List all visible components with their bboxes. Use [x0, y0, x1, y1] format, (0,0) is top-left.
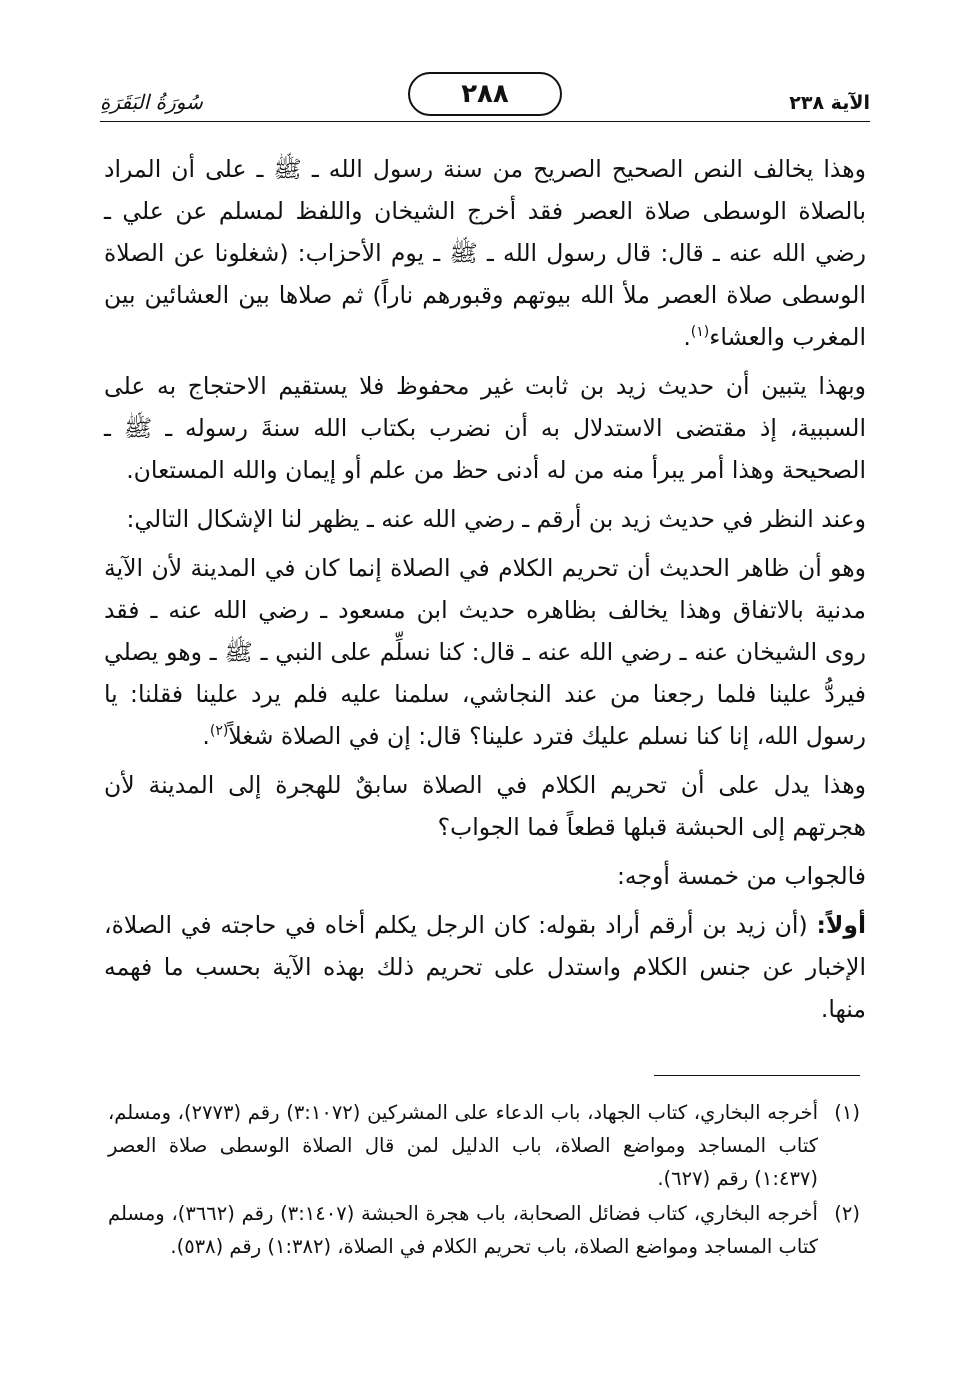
footnote-number: (٢): [834, 1202, 860, 1225]
header-divider: [100, 121, 870, 122]
paragraph: أولاً: (أن زيد بن أرقم أراد بقوله: كان الرجل يكلم أخاه في حاجته في الصلاة، الإخبار عن جنس الكلام واستدل على تحريم ذلك بهذه الآية بحسب ما فهمه منها.: [104, 911, 866, 1023]
paragraph: فالجواب من خمسة أوجه:: [617, 862, 866, 890]
footnote-ref: (١): [690, 324, 710, 341]
footnote-item: [108, 1197, 860, 1263]
paragraph: وعند النظر في حديث زيد بن أرقم ـ رضي الله عنه ـ يظهر لنا الإشكال التالي:: [126, 505, 866, 533]
footnote-ref: (٢): [209, 723, 229, 740]
paragraph: وهو أن ظاهر الحديث أن تحريم الكلام في الصلاة إنما كان في المدينة لأن الآية مدنية بالاتفاق وهذا يخالف بظاهره حديث ابن مسعود ـ رضي الله عنه ـ فقد روى الشيخان عنه ـ رضي الله عنه ـ قال: كنا نسلِّم على النبي ـ ﷺ ـ وهو يصلي فيردُّ علينا فلما رجعنا من عند النجاشي، سلمنا عليه فلم يرد علينا فقلنا: يا رسول الله، إنا كنا نسلم عليك فترد علينا؟ قال: إن في الصلاة شغلاً$^{(٢)}$.: [104, 554, 866, 750]
footnotes: [108, 1096, 860, 1265]
point-lead: أولاً:: [816, 911, 866, 939]
verse-label: الآية ٢٣٨: [789, 92, 870, 114]
paragraph: وبهذا يتبين أن حديث زيد بن ثابت غير محفوظ فلا يستقيم الاحتجاج به على السببية، إذ مقتضى الاستدلال به أن نضرب بكتاب الله سنةَ رسوله ـ ﷺ ـ الصحيحة وهذا أمر يبرأ منه من له أدنى حظ من علم أو إيمان والله المستعان.: [104, 372, 866, 484]
footnote-number: (١): [834, 1101, 860, 1124]
surah-name: سُورَةُ البَقَرَةِ: [100, 90, 203, 114]
page-number: ٢٨٨: [408, 72, 562, 116]
footnote-text: أخرجه البخاري، كتاب الجهاد، باب الدعاء على المشركين (٣:١٠٧٢) رقم (٢٧٧٣)، ومسلم، كتاب المساجد ومواضع الصلاة، باب الدليل لمن قال الصلاة الوسطى صلاة العصر (١:٤٣٧) رقم (٦٢٧).: [108, 1101, 818, 1190]
footnote-divider: [654, 1075, 860, 1076]
footnote-text: أخرجه البخاري، كتاب فضائل الصحابة، باب هجرة الحبشة (٣:١٤٠٧) رقم (٣٦٦٢)، ومسلم كتاب المساجد ومواضع الصلاة، باب تحريم الكلام في الصلاة، (١:٣٨٢) رقم (٥٣٨).: [108, 1202, 818, 1258]
footnote-item: [108, 1096, 860, 1195]
paragraph: وهذا يدل على أن تحريم الكلام في الصلاة سابقٌ للهجرة إلى المدينة لأن هجرتهم إلى الحبشة قبلها قطعاً فما الجواب؟: [104, 771, 866, 841]
page-header: [100, 70, 870, 126]
paragraph: وهذا يخالف النص الصحيح الصريح من سنة رسول الله ـ ﷺ ـ على أن المراد بالصلاة الوسطى صلاة العصر فقد أخرج الشيخان واللفظ لمسلم عن علي ـ رضي الله عنه ـ قال: قال رسول الله ـ ﷺ ـ يوم الأحزاب: (شغلونا عن الصلاة الوسطى صلاة العصر ملأ الله بيوتهم وقبورهم ناراً) ثم صلاها بين العشائين بين المغرب والعشاء$^{(١)}$.: [104, 155, 866, 351]
main-text: [104, 148, 866, 1037]
